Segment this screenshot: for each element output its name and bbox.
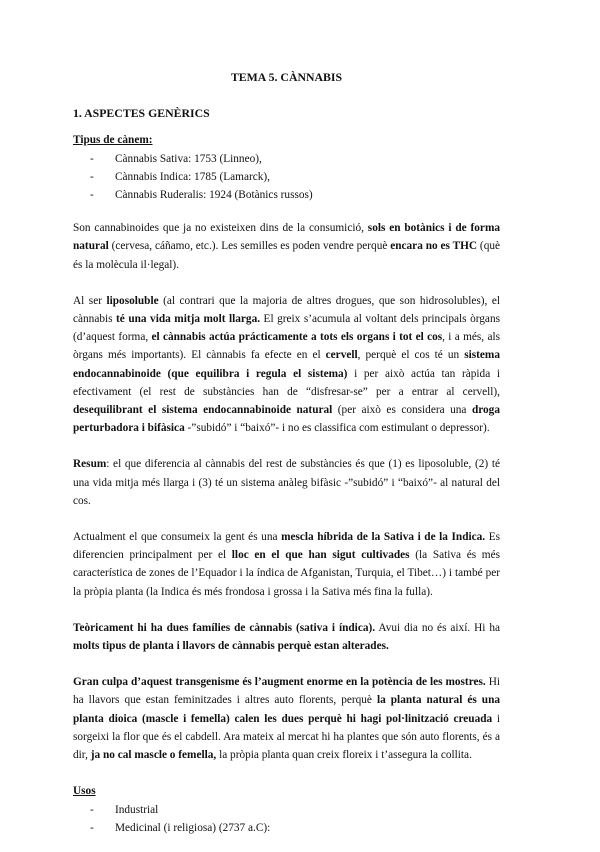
bold-text-run: ja no cal mascle o femella, (90, 749, 217, 762)
paragraph-families (73, 619, 500, 655)
text-run: , perquè el cos té un (357, 349, 465, 362)
list-item: - Cànnabis Indica: 1785 (Lamarck), (73, 168, 500, 186)
bold-text-run: droga perturbadora i bifàsica (73, 404, 500, 435)
types-heading: Tipus de cànem: (73, 134, 153, 147)
text-run: Actualment el que consumeix la gent és una (73, 531, 282, 544)
bold-text-run: cervell (325, 349, 358, 362)
text-run: Avui dia no és així. Hi ha (375, 621, 500, 634)
text-run: (per això es considera una (332, 404, 472, 417)
list-item: - Cànnabis Sativa: 1753 (Linneo), (73, 150, 500, 168)
bold-text-run: té una vida mitja molt llarga. (116, 313, 261, 326)
text-run: la pròpia planta quan creix floreix i t’assegura la collita. (216, 749, 472, 762)
bold-text-run: desequilibrant el sistema endocannabinoide natural (73, 404, 333, 417)
text-run: (la Sativa és més característica de zones de l’Equador i la índica de Afganistan, Turquia, el Tibet…) i també per la pròpia planta (la Indica és més frondosa i grossa i la Sativa més fina la fulla). (73, 549, 500, 598)
text-run: : el que diferencia al cànnabis del rest de substàncies és que (1) es liposoluble, (2) té una vida mitja més llarga i (3) té un sistema anàleg bifàsic -”subidó” i “baixó”- al natural del cos. (73, 458, 500, 507)
text-run: , i a més, als òrgans més importants). El cànnabis fa efecte en el (73, 331, 500, 362)
list-item: - Cànnabis Ruderalis: 1924 (Botànics russos) (73, 186, 500, 204)
text-run: Son cannabinoides que ja no existeixen dins de la consumició, (73, 222, 368, 235)
paragraph-resum (73, 455, 500, 510)
text-run: Al ser (73, 294, 107, 307)
types-list (73, 150, 500, 205)
bold-text-run: molts tipus de planta i llavors de cànnabis perquè estan alterades. (73, 640, 389, 653)
bold-text-run: mescla híbrida de la Sativa i de la Indica. (281, 531, 486, 544)
section-heading: 1. ASPECTES GENÈRICS (73, 106, 210, 121)
paragraph-liposoluble (73, 292, 500, 438)
bold-text-run: el cànnabis actúa prácticamente a tots els organs i tot el cos (151, 331, 443, 344)
paragraph-transgenisme (73, 673, 500, 764)
bold-text-run: liposoluble (106, 294, 159, 307)
text-run: i per això actúa tan ràpida i efectivament (el rest de substàncies han de “disfresar-se” per a entrar al cervell), (73, 367, 500, 398)
uses-heading: Usos (73, 785, 96, 798)
text-run: (què és la molècula il·legal). (73, 240, 500, 271)
document-page (73, 68, 500, 852)
text-run: (al contrari que la majoria de altres drogues, que son hidrosolubles), el cànnabis (73, 294, 500, 326)
bold-text-run: encara no es THC (390, 240, 478, 253)
list-item: - Medicinal (i religiosa) (2737 a.C): (73, 819, 500, 837)
text-run: Hi ha llavors que estan feminitzades i altres auto florents, perquè (73, 676, 501, 707)
text-run: (cervesa, cáñamo, etc.). Les semilles es poden vendre perquè (108, 240, 391, 253)
list-item: - Industrial (73, 801, 500, 819)
text-run: El greix s’acumula al voltant dels principals òrgans (d’aquest forma, (73, 313, 500, 344)
text-run: -”subidó” i “baixó”- i no es classifica com estimulant o depressor). (184, 422, 490, 435)
bold-text-run: sistema endocannabinoide (que equilibra i regula el sistema) (73, 349, 500, 380)
bold-text-run: sols en botànics i de forma natural (73, 222, 501, 253)
text-run: Es diferencien principalment per el (73, 531, 501, 562)
paragraph-cannabinoides (73, 219, 500, 274)
bold-text-run: Resum (73, 458, 107, 471)
paragraph-mescla (73, 528, 500, 601)
bold-text-run: Gran culpa d’aquest transgenisme és l’augment enorme en la potència de les mostres. (73, 676, 486, 689)
uses-list (73, 801, 500, 837)
bold-text-run: lloc en el que han sigut cultivades (231, 549, 410, 562)
bold-text-run: la planta natural és una planta dioica (mascle i femella) calen les dues perquè hi hagi pol·linització creuada (73, 694, 500, 725)
page-title: TEMA 5. CÀNNABIS (230, 70, 343, 84)
text-run: i sorgeixi la flor que és el cabdell. Ara mateix al mercat hi ha plantes que són auto florents, és a dir, (73, 712, 500, 762)
bold-text-run: Teòricament hi ha dues famílies de cànnabis (sativa i índica). (73, 621, 376, 634)
